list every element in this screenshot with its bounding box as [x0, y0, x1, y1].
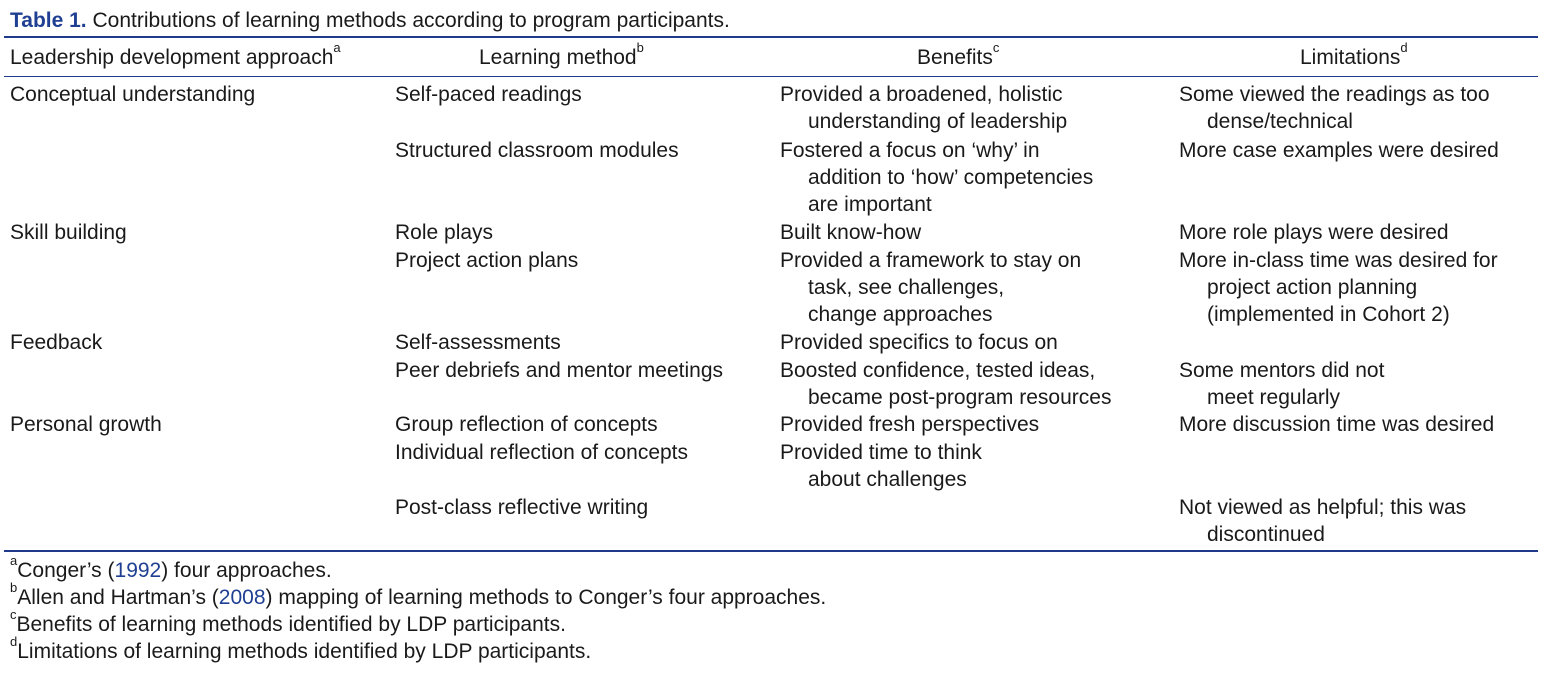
cell-approach — [10, 329, 102, 356]
header-approach: Leadership development approach$^a$ — [10, 40, 341, 69]
cell-limitation — [1179, 357, 1384, 411]
cell-line: meet regularly — [1207, 386, 1341, 409]
cell-limitation — [1179, 411, 1494, 438]
cell-line: More discussion time was desired — [1179, 413, 1495, 436]
cell-limitation — [1179, 81, 1490, 135]
cell-line: change approaches — [808, 303, 993, 326]
cell-benefit — [780, 411, 1039, 438]
cell-line: Self-assessments — [395, 331, 561, 354]
cell-line: Not viewed as helpful; this was — [1179, 496, 1467, 519]
cell-line: More case examples were desired — [1179, 139, 1499, 162]
cell-method — [395, 494, 648, 521]
cell-line: Peer debriefs and mentor meetings — [395, 359, 724, 382]
cell-line: Individual reflection of concepts — [395, 441, 689, 464]
cell-method — [395, 329, 561, 356]
footnote-a: $^a$Conger’s (1992) four approaches. — [10, 553, 332, 582]
cell-line: discontinued — [1207, 523, 1325, 546]
cell-line: Provided specifics to focus on — [780, 331, 1058, 354]
header-limitations: Limitations$^d$ — [1300, 40, 1408, 69]
cell-line: Provided fresh perspectives — [780, 413, 1040, 436]
cell-method — [395, 137, 679, 164]
cell-line: addition to ‘how’ competencies — [808, 166, 1094, 189]
cell-line: Post-class reflective writing — [395, 496, 649, 519]
cell-method — [395, 439, 688, 466]
cell-benefit — [780, 219, 921, 246]
cell-method — [395, 247, 578, 274]
cell-line: Personal growth — [10, 413, 162, 436]
cell-line: became post-program resources — [808, 386, 1112, 409]
cell-line: Provided time to think — [780, 441, 982, 464]
cell-line: Fostered a focus on ‘why’ in — [780, 139, 1040, 162]
cell-benefit — [780, 329, 1058, 356]
cell-line: about challenges — [808, 468, 967, 491]
cell-benefit — [780, 137, 1093, 218]
cell-approach — [10, 81, 255, 108]
cell-line: dense/technical — [1207, 110, 1353, 133]
cell-benefit — [780, 357, 1111, 411]
cell-limitation — [1179, 247, 1498, 328]
cell-approach — [10, 411, 162, 438]
cell-line: Role plays — [395, 221, 494, 244]
cell-line: Self-paced readings — [395, 83, 582, 106]
footnote-b: $^b$Allen and Hartman’s (2008) mapping of learning methods to Conger’s four approaches. — [10, 580, 827, 609]
cell-benefit — [780, 439, 982, 493]
cell-line: are important — [808, 193, 932, 216]
cell-method — [395, 411, 658, 438]
cell-line: More in-class time was desired for — [1179, 249, 1498, 272]
cell-line: Group reflection of concepts — [395, 413, 658, 436]
header-rule — [4, 76, 1538, 77]
cell-line: Skill building — [10, 221, 127, 244]
cell-line: understanding of leadership — [808, 110, 1068, 133]
bottom-rule — [4, 550, 1538, 552]
header-benefits: Benefits$^c$ — [917, 40, 1000, 69]
top-rule — [4, 36, 1538, 38]
cell-line: Feedback — [10, 331, 103, 354]
cell-benefit — [780, 247, 1081, 328]
cell-line: Some mentors did not — [1179, 359, 1385, 382]
cell-limitation — [1179, 137, 1499, 164]
citation-link[interactable]: 2008 — [218, 586, 266, 609]
cell-limitation — [1179, 494, 1466, 548]
cell-line: project action planning — [1207, 276, 1418, 299]
table-caption — [10, 8, 730, 34]
table-caption-text: Contributions of learning methods according to program participants. — [92, 9, 730, 32]
header-method: Learning method$^b$ — [479, 40, 644, 69]
table-label: Table 1. — [10, 9, 87, 32]
cell-line: Built know-how — [780, 221, 922, 244]
cell-method — [395, 357, 723, 384]
cell-line: Project action plans — [395, 249, 579, 272]
cell-method — [395, 219, 493, 246]
cell-line: Provided a broadened, holistic — [780, 83, 1063, 106]
cell-line: Some viewed the readings as too — [1179, 83, 1490, 106]
cell-line: Provided a framework to stay on — [780, 249, 1082, 272]
cell-limitation — [1179, 219, 1449, 246]
citation-link[interactable]: 1992 — [114, 559, 162, 582]
cell-line: Boosted confidence, tested ideas, — [780, 359, 1096, 382]
cell-line: Conceptual understanding — [10, 83, 256, 106]
cell-line: task, see challenges, — [808, 276, 1005, 299]
cell-line: (implemented in Cohort 2) — [1207, 303, 1450, 326]
cell-line: Structured classroom modules — [395, 139, 679, 162]
footnote-c: $^c$Benefits of learning methods identified by LDP participants. — [10, 607, 566, 636]
cell-method — [395, 81, 582, 108]
cell-benefit — [780, 81, 1067, 135]
cell-line: More role plays were desired — [1179, 221, 1449, 244]
cell-approach — [10, 219, 127, 246]
footnote-d: $^d$Limitations of learning methods identified by LDP participants. — [10, 634, 592, 663]
